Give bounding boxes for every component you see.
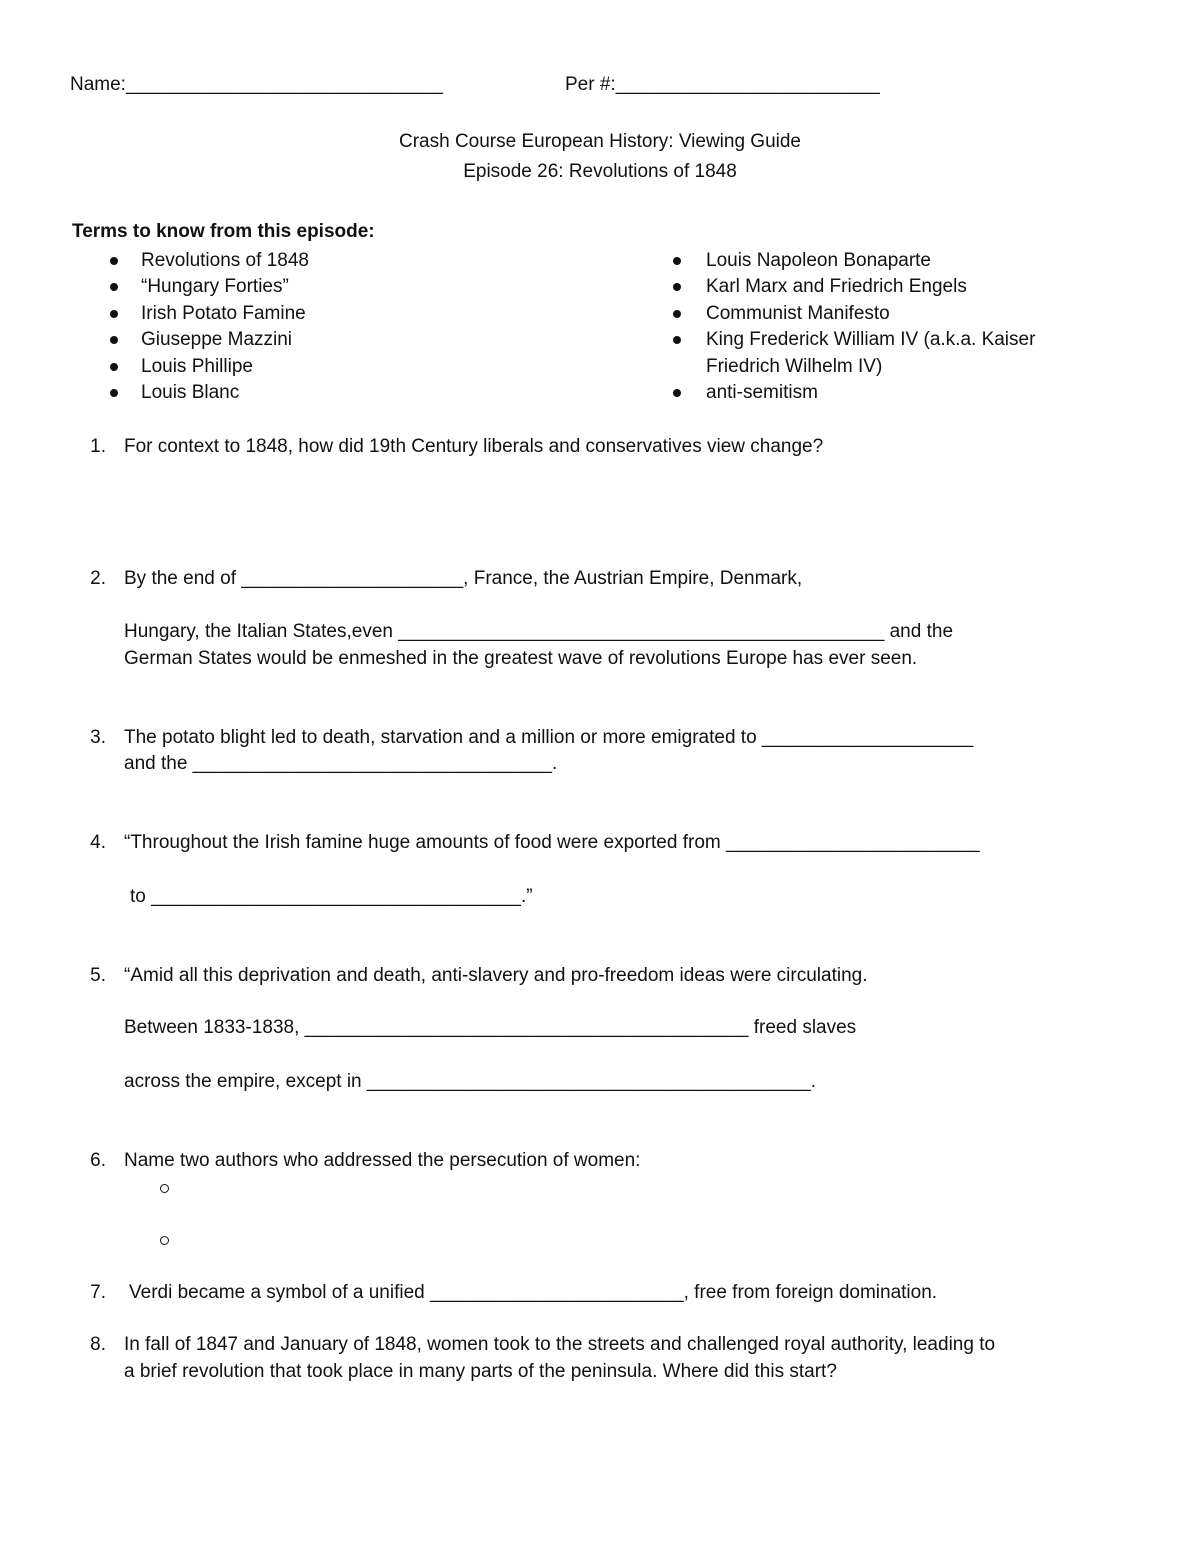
term-item: “Hungary Forties”	[141, 276, 289, 297]
term-item: King Frederick William IV (a.k.a. Kaiser	[706, 329, 1036, 350]
question-7-text: Verdi became a symbol of a unified ________________________, free from foreign domination.	[129, 1282, 938, 1303]
bullet-icon	[110, 257, 118, 265]
question-5-line-2: Between 1833-1838, __________________________________________ freed slaves	[124, 1017, 857, 1038]
question-5-line-1: “Amid all this deprivation and death, anti-slavery and pro-freedom ideas were circulating.	[124, 965, 868, 986]
question-4-line-1: “Throughout the Irish famine huge amounts of food were exported from ________________________	[124, 832, 980, 853]
question-2-line-2: Hungary, the Italian States,even ______________________________________________ and the	[124, 621, 954, 642]
question-8-line-2: a brief revolution that took place in many parts of the peninsula. Where did this start?	[124, 1361, 837, 1382]
bullet-icon	[673, 389, 681, 397]
period-field-label: Per #:_________________________	[565, 74, 880, 95]
question-6-text: Name two authors who addressed the persecution of women:	[124, 1150, 641, 1171]
name-field-label: Name:______________________________	[70, 74, 443, 95]
episode-subtitle: Episode 26: Revolutions of 1848	[463, 161, 737, 182]
bullet-icon	[673, 283, 681, 291]
bullet-icon	[673, 310, 681, 318]
question-2-line-3: German States would be enmeshed in the greatest wave of revolutions Europe has ever seen.	[124, 648, 918, 669]
bullet-icon	[110, 389, 118, 397]
question-number: 4.	[90, 832, 106, 853]
question-2-line-1: By the end of _____________________, France, the Austrian Empire, Denmark,	[124, 568, 803, 589]
question-number: 5.	[90, 965, 106, 986]
term-item: Irish Potato Famine	[141, 303, 306, 324]
question-8-line-1: In fall of 1847 and January of 1848, women took to the streets and challenged royal authority, leading to	[124, 1334, 996, 1355]
question-4-line-2: to ___________________________________.”	[130, 886, 533, 907]
question-3-line-2: and the __________________________________.	[124, 753, 558, 774]
bullet-icon	[673, 336, 681, 344]
question-3-line-1: The potato blight led to death, starvation and a million or more emigrated to ____________________	[124, 727, 974, 748]
hollow-bullet-icon	[160, 1184, 169, 1193]
term-item: Louis Napoleon Bonaparte	[706, 250, 932, 271]
bullet-icon	[110, 283, 118, 291]
bullet-icon	[110, 336, 118, 344]
question-5-line-3: across the empire, except in __________________________________________.	[124, 1071, 816, 1092]
bullet-icon	[110, 310, 118, 318]
term-item: Giuseppe Mazzini	[141, 329, 293, 350]
term-item: anti-semitism	[706, 382, 818, 403]
question-number: 8.	[90, 1334, 106, 1355]
term-item: Revolutions of 1848	[141, 250, 309, 271]
question-1-text: For context to 1848, how did 19th Century liberals and conservatives view change?	[124, 436, 824, 457]
question-number: 1.	[90, 436, 106, 457]
terms-heading: Terms to know from this episode:	[72, 221, 375, 242]
term-item-continuation: Friedrich Wilhelm IV)	[706, 356, 883, 377]
question-number: 7.	[90, 1282, 106, 1303]
term-item: Communist Manifesto	[706, 303, 890, 324]
question-number: 3.	[90, 727, 106, 748]
question-number: 2.	[90, 568, 106, 589]
term-item: Louis Phillipe	[141, 356, 253, 377]
question-number: 6.	[90, 1150, 106, 1171]
bullet-icon	[110, 363, 118, 371]
term-item: Louis Blanc	[141, 382, 240, 403]
page-title: Crash Course European History: Viewing Guide	[398, 131, 801, 152]
hollow-bullet-icon	[160, 1236, 169, 1245]
term-item: Karl Marx and Friedrich Engels	[706, 276, 967, 297]
bullet-icon	[673, 257, 681, 265]
